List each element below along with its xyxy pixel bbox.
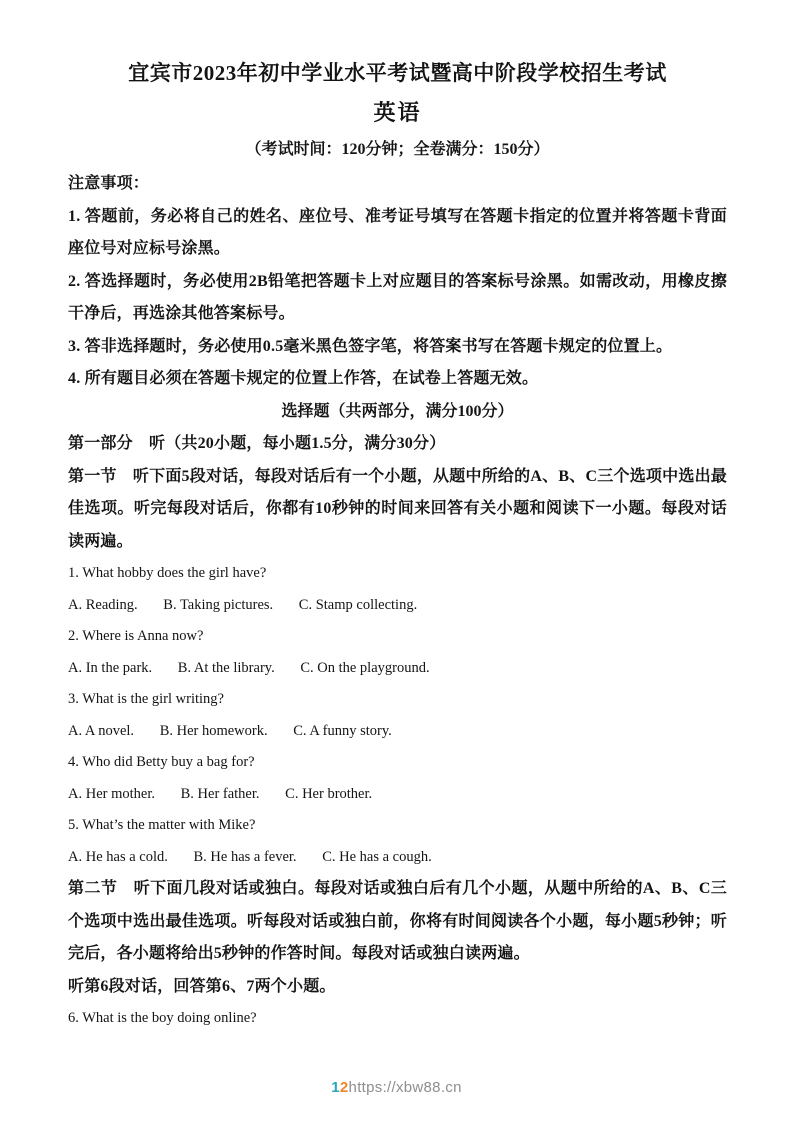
notice-item-2: 2. 答选择题时，务必使用2B铅笔把答题卡上对应题目的答案标号涂黑。如需改动，用橡皮擦干净后，再选涂其他答案标号。 xyxy=(68,272,727,322)
question-5-options xyxy=(68,842,727,874)
dialogue-6-7-note: 听第6段对话，回答第6、7两个小题。 xyxy=(68,977,336,995)
part1-heading: 第一部分 听（共20小题，每小题1.5分，满分30分） xyxy=(68,435,446,452)
option-b: B. At the library. xyxy=(177,659,275,676)
exam-title: 宜宾市2023年初中学业水平考试暨高中阶段学校招生考试 xyxy=(128,61,667,85)
option-a: A. Reading. xyxy=(68,596,138,613)
option-c: C. On the playground. xyxy=(300,659,430,676)
question-4-options xyxy=(68,779,727,811)
option-a: A. Her mother. xyxy=(68,785,155,802)
exam-subject: 英语 xyxy=(373,100,422,125)
notices-heading: 注意事项： xyxy=(68,175,150,192)
footer-logo-digit-2: 2 xyxy=(339,1079,349,1096)
footer-logo-digit-1: 1 xyxy=(331,1079,340,1096)
question-1: 1. What hobby does the girl have? xyxy=(68,565,267,581)
notice-item-1: 1. 答题前，务必将自己的姓名、座位号、准考证号填写在答题卡指定的位置并将答题卡背面座位号对应标号涂黑。 xyxy=(68,207,727,257)
option-c: C. A funny story. xyxy=(293,722,392,739)
question-3: 3. What is the girl writing? xyxy=(68,691,224,707)
notice-item-4: 4. 所有题目必须在答题卡规定的位置上作答，在试卷上答题无效。 xyxy=(68,370,539,387)
question-2-options xyxy=(68,653,727,685)
option-b: B. Taking pictures. xyxy=(163,596,274,613)
option-a: A. In the park. xyxy=(68,659,153,676)
question-1-options xyxy=(68,590,727,622)
option-a: A. A novel. xyxy=(68,722,135,739)
option-a: A. He has a cold. xyxy=(68,848,168,865)
footer-watermark xyxy=(0,1079,793,1096)
question-5: 5. What’s the matter with Mike? xyxy=(68,817,256,833)
section2-instructions: 第二节 听下面几段对话或独白。每段对话或独白后有几个小题，从题中所给的A、B、C三个选项中选出最佳选项。听每段对话或独白前，你将有时间阅读各个小题，每小题5秒钟；听完后，各小题将给出5秒钟的作答时间。每段对话或独白读两遍。 xyxy=(68,880,727,962)
option-c: C. He has a cough. xyxy=(322,848,432,865)
question-2: 2. Where is Anna now? xyxy=(68,628,204,644)
option-b: B. Her homework. xyxy=(159,722,268,739)
option-c: C. Stamp collecting. xyxy=(298,596,418,613)
multiple-choice-heading: 选择题（共两部分，满分100分） xyxy=(281,402,514,420)
option-c: C. Her brother. xyxy=(285,785,373,802)
footer-url: https://xbw88.cn xyxy=(348,1079,462,1096)
option-b: B. He has a fever. xyxy=(193,848,297,865)
exam-info: （考试时间：120分钟；全卷满分：150分） xyxy=(245,141,550,158)
question-3-options xyxy=(68,716,727,748)
section1-instructions: 第一节 听下面5段对话，每段对话后有一个小题，从题中所给的A、B、C三个选项中选出最佳选项。听完每段对话后，你都有10秒钟的时间来回答有关小题和阅读下一小题。每段对话读两遍。 xyxy=(68,467,727,550)
question-6: 6. What is the boy doing online? xyxy=(68,1010,257,1026)
option-b: B. Her father. xyxy=(180,785,260,802)
notice-item-3: 3. 答非选择题时，务必使用0.5毫米黑色签字笔，将答案书写在答题卡规定的位置上。 xyxy=(68,337,673,355)
question-4: 4. Who did Betty buy a bag for? xyxy=(68,754,255,770)
